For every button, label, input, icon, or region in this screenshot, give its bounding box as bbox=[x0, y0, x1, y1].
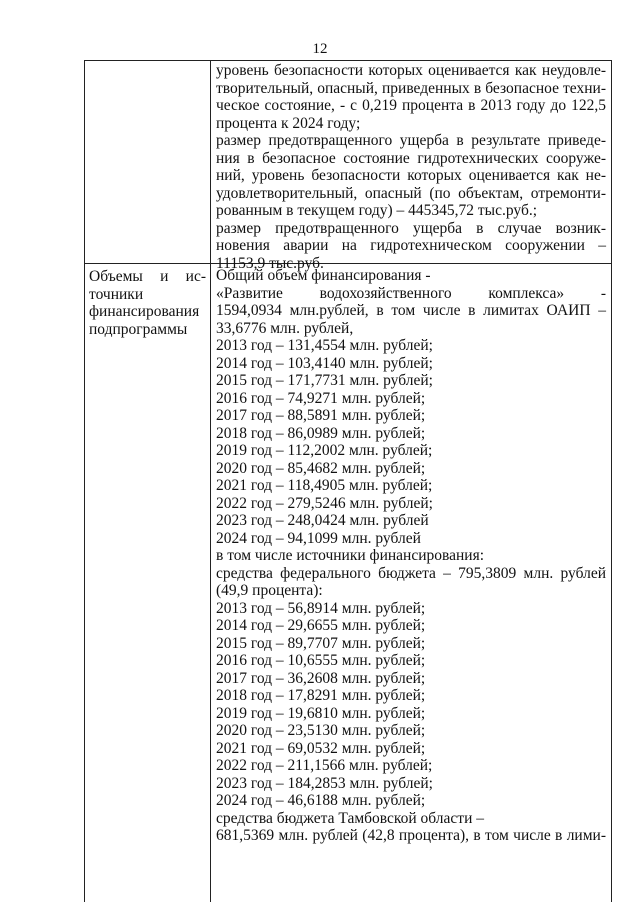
label-line: Объемы и ис- bbox=[89, 268, 206, 285]
text-line: 2013 год – 131,4554 млн. рублей; bbox=[216, 337, 433, 354]
text-line: 2024 год – 94,1099 млн. рублей bbox=[216, 529, 421, 547]
text-line: 2016 год – 74,9271 млн. рублей; bbox=[216, 389, 426, 407]
text-line: в том числе источники финансирования: bbox=[216, 547, 485, 564]
text-line: 2019 год – 112,2002 млн. рублей; bbox=[216, 442, 433, 459]
text-line: ния в безопасное состояние гидротехнических сооруже- bbox=[216, 149, 606, 167]
text-line: 2013 год – 56,8914 млн. рублей; bbox=[216, 599, 426, 617]
text-line: средства федерального бюджета – 795,3809 млн. рублей bbox=[216, 564, 606, 582]
program-table bbox=[84, 60, 612, 902]
financing-details-cell bbox=[216, 267, 606, 845]
text-line: 11153,9 тыс.руб. bbox=[216, 254, 324, 272]
text-line: 1594,0934 млн.рублей, в том числе в лимитах ОАИП – bbox=[216, 302, 606, 319]
text-line: Общий объем финансирования - bbox=[216, 267, 431, 284]
text-line: творительный, опасный, приведенных в безопасное техни- bbox=[216, 79, 606, 97]
text-line: ний, уровень безопасности которых оценивается как не- bbox=[216, 167, 606, 184]
text-line: 2022 год – 279,5246 млн. рублей; bbox=[216, 494, 433, 512]
text-line: размер предотвращенного ущерба в случае возник- bbox=[216, 219, 606, 237]
text-line: 2020 год – 23,5130 млн. рублей; bbox=[216, 722, 426, 739]
text-line: 2018 год – 17,8291 млн. рублей; bbox=[216, 687, 426, 704]
column-divider bbox=[210, 264, 211, 902]
text-line: 2020 год – 85,4682 млн. рублей; bbox=[216, 459, 426, 477]
label-line: подпрограммы bbox=[89, 320, 188, 338]
text-line: 2023 год – 248,0424 млн. рублей bbox=[216, 512, 429, 529]
text-line: рованным в текущем году) – 445345,72 тыс.руб.; bbox=[216, 202, 538, 219]
text-line: 2023 год – 184,2853 млн. рублей; bbox=[216, 774, 433, 792]
text-line: новения аварии на гидротехническом сооружении – bbox=[216, 237, 606, 254]
text-line: 2016 год – 10,6555 млн. рублей; bbox=[216, 652, 426, 669]
text-line: 2015 год – 89,7707 млн. рублей; bbox=[216, 634, 426, 652]
text-line: ческое состояние, - с 0,219 процента в 2013 году до 122,5 bbox=[216, 97, 606, 114]
label-line: точники bbox=[89, 285, 144, 303]
financing-label-cell bbox=[89, 268, 206, 338]
text-line: 2019 год – 19,6810 млн. рублей; bbox=[216, 704, 426, 722]
column-divider bbox=[210, 61, 211, 263]
text-line: «Развитие водохозяйственного комплекса» - bbox=[216, 284, 606, 302]
text-line: 2024 год – 46,6188 млн. рублей; bbox=[216, 792, 426, 809]
text-line: 33,6776 млн. рублей, bbox=[216, 319, 354, 337]
text-line: процента к 2024 году; bbox=[216, 114, 361, 132]
text-line: средства бюджета Тамбовской области – bbox=[216, 809, 484, 827]
text-line: 2022 год – 211,1566 млн. рублей; bbox=[216, 757, 433, 774]
text-line: 2017 год – 36,2608 млн. рублей; bbox=[216, 669, 426, 687]
table-row-indicators bbox=[85, 61, 611, 272]
text-line: 2015 год – 171,7731 млн. рублей; bbox=[216, 372, 433, 389]
text-line: размер предотвращенного ущерба в результате приведе- bbox=[216, 132, 606, 149]
table-row-financing bbox=[85, 264, 611, 902]
text-line: уровень безопасности которых оценивается как неудовле- bbox=[216, 62, 606, 79]
text-line: 2018 год – 86,0989 млн. рублей; bbox=[216, 424, 426, 442]
text-line: удовлетворительный, опасный (по объектам, отремонти- bbox=[216, 184, 606, 202]
row1-right-cell bbox=[216, 62, 606, 272]
text-line: 2021 год – 69,0532 млн. рублей; bbox=[216, 739, 426, 757]
text-line: 2014 год – 29,6655 млн. рублей; bbox=[216, 617, 426, 634]
text-line: (49,9 процента): bbox=[216, 582, 323, 599]
page-number: 12 bbox=[312, 41, 328, 57]
text-line: 681,5369 млн. рублей (42,8 процента), в том числе в лими- bbox=[216, 827, 606, 844]
text-line: 2021 год – 118,4905 млн. рублей; bbox=[216, 477, 433, 494]
text-line: 2017 год – 88,5891 млн. рублей; bbox=[216, 407, 426, 424]
text-line: 2014 год – 103,4140 млн. рублей; bbox=[216, 354, 433, 372]
label-line: финансирования bbox=[89, 303, 200, 320]
